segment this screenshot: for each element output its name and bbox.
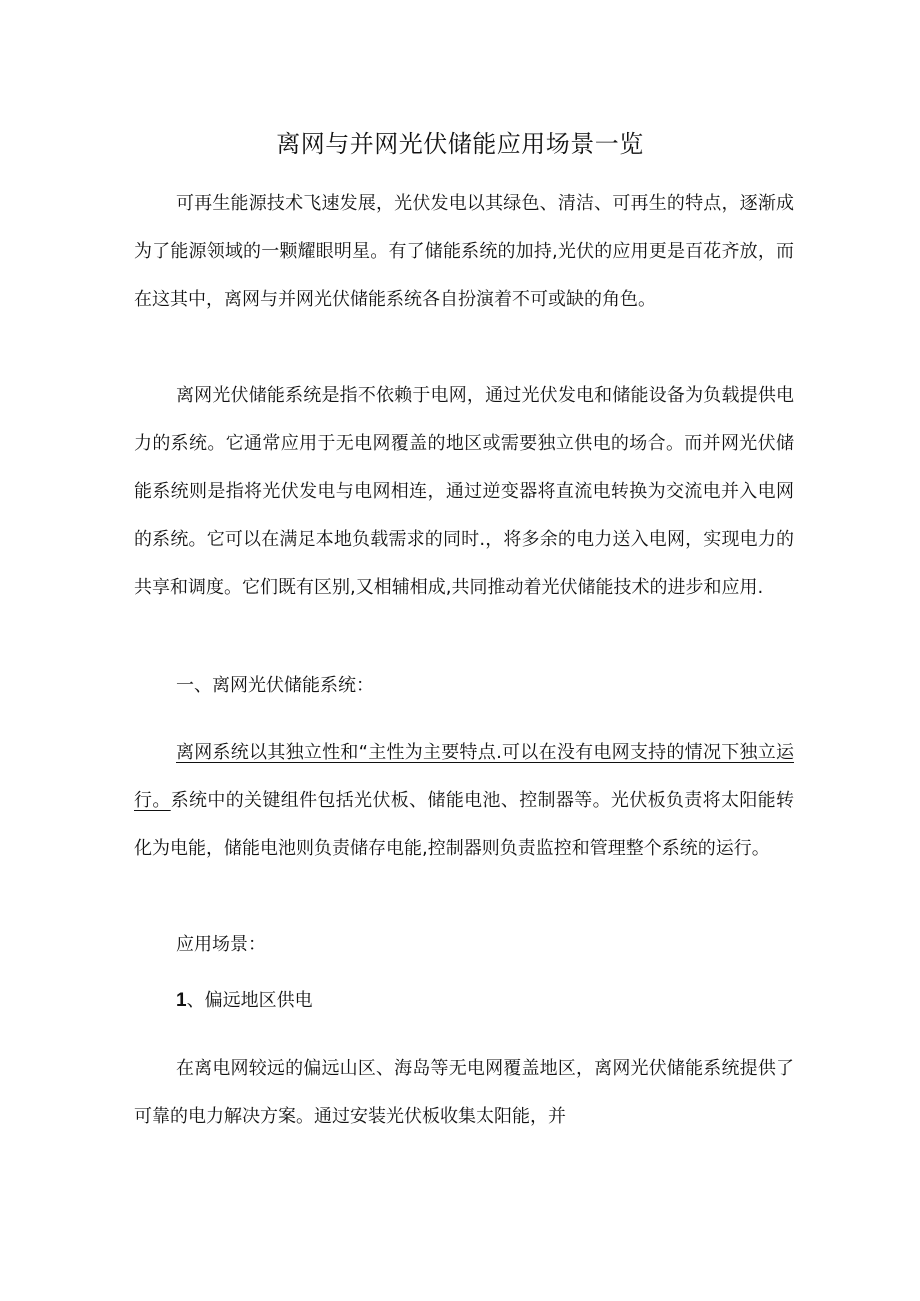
section1-paragraph bbox=[134, 729, 794, 873]
definition-paragraph: 离网光伏储能系统是指不依赖于电网，通过光伏发电和储能设备为负载提供电力的系统。它通常应用于无电网覆盖的地区或需要独立供电的场合。而并网光伏储能系统则是指将光伏发电与电网相连，通过逆变器将直流电转换为交流电并入电网的系统。它可以在满足本地负载需求的同时.，将多余的电力送入电网，实现电力的共享和调度。它们既有区别,又相辅相成,共同推动着光伏储能技术的进步和应用. bbox=[134, 385, 794, 598]
scene1-number: 1 bbox=[176, 990, 187, 1011]
intro-paragraph: 可再生能源技术飞速发展，光伏发电以其绿色、清洁、可再生的特点，逐渐成为了能源领域的一颗耀眼明星。有了储能系统的加持,光伏的应用更是百花齐放，而在这其中，离网与并网光伏储能系统各自扮演着不可或缺的角色。 bbox=[134, 193, 794, 310]
section1-heading: 一、离网光伏储能系统： bbox=[176, 675, 374, 696]
scene1-label: 、偏远地区供电 bbox=[186, 990, 313, 1011]
section1-underlined-text: 离网系统以其独立性和“主性为主要特点.可以在没有电网支持的情况下独立运行。 bbox=[134, 742, 794, 811]
scenes-heading: 应用场景： bbox=[176, 934, 266, 955]
scene1-heading bbox=[176, 977, 313, 1025]
document-title: 离网与并网光伏储能应用场景一览 bbox=[276, 130, 644, 158]
scene1-paragraph: 在离电网较远的偏远山区、海岛等无电网覆盖地区，离网光伏储能系统提供了可靠的电力解决方案。通过安装光伏板收集太阳能，并 bbox=[134, 1058, 794, 1127]
section1-rest-text: 系统中的关键组件包括光伏板、储能电池、控制器等。光伏板负责将太阳能转化为电能，储能电池则负责储存电能,控制器则负责监控和管理整个系统的运行。 bbox=[134, 790, 794, 859]
